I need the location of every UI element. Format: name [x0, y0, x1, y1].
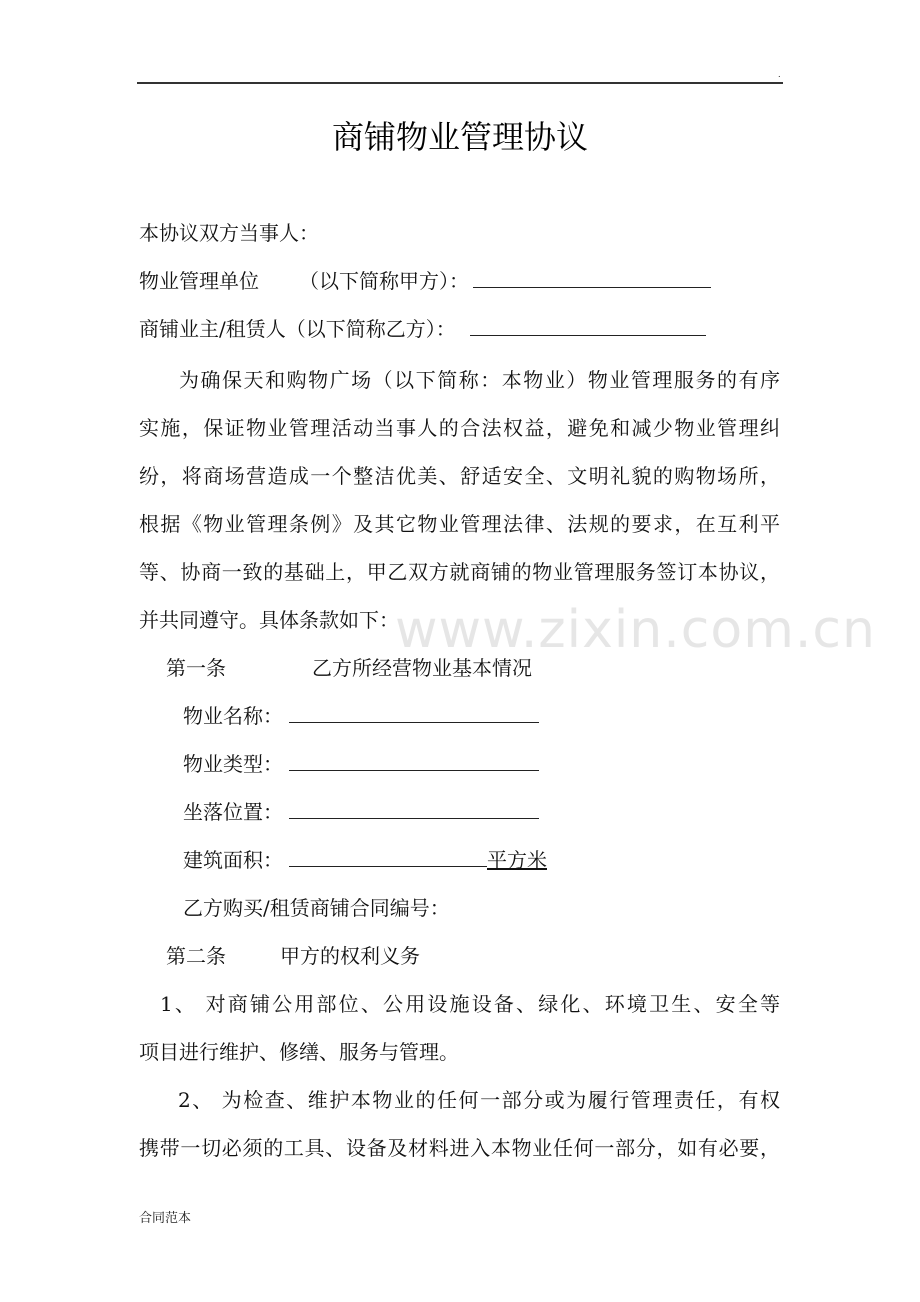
footer-text: 合同范本: [139, 1211, 192, 1226]
item1-line: 项目进行维护、修缮、服务与管理。: [139, 1040, 459, 1064]
preamble-line: 并共同遵守。具体条款如下：: [139, 608, 399, 632]
article2-heading: 甲方的权利义务: [280, 944, 420, 968]
parties-intro: 本协议双方当事人：: [139, 221, 319, 245]
field-blank[interactable]: [289, 846, 487, 867]
field-blank[interactable]: [289, 702, 539, 723]
article1-number: 第一条: [166, 656, 226, 680]
article1-heading: 乙方所经营物业基本情况: [312, 656, 532, 680]
preamble-line: 纷，将商场营造成一个整洁优美、舒适安全、文明礼貌的购物场所，: [139, 464, 780, 488]
preamble-line: 等、协商一致的基础上，甲乙双方就商铺的物业管理服务签订本协议，: [139, 560, 780, 584]
field-label: 物业名称：: [183, 704, 283, 728]
area-field: [183, 836, 547, 884]
field-blank[interactable]: [289, 798, 539, 819]
party-b-blank[interactable]: [470, 315, 706, 336]
party-a-suffix: （以下简称甲方）：: [299, 269, 469, 293]
header-rule: [137, 82, 783, 84]
property-type-field: [183, 740, 539, 788]
party-b-line: [139, 305, 706, 353]
field-label: 物业类型：: [183, 752, 283, 776]
party-a-line: [139, 257, 711, 305]
field-label: 坐落位置：: [183, 800, 283, 824]
field-blank[interactable]: [289, 750, 539, 771]
property-name-field: [183, 692, 539, 740]
party-b-label: 商铺业主/租赁人（以下简称乙方）：: [139, 317, 456, 341]
location-field: [183, 788, 539, 836]
party-a-label: 物业管理单位: [139, 269, 259, 293]
contract-no-label: 乙方购买/租赁商铺合同编号：: [183, 896, 450, 920]
header-mark: .: [778, 70, 781, 79]
item2-line: 2、 为检查、维护本物业的任何一部分或为履行管理责任，有权: [178, 1088, 780, 1112]
field-label: 建筑面积：: [183, 848, 283, 872]
article2-number: 第二条: [166, 944, 226, 968]
preamble-line: 实施，保证物业管理活动当事人的合法权益，避免和减少物业管理纠: [139, 416, 780, 440]
area-unit: 平方米: [487, 848, 547, 872]
preamble-line: 为确保天和购物广场（以下简称：本物业）物业管理服务的有序: [179, 368, 780, 392]
preamble-line: 根据《物业管理条例》及其它物业管理法律、法规的要求，在互利平: [139, 512, 780, 536]
watermark: www.zixin.com.cn: [395, 600, 876, 660]
party-a-blank[interactable]: [473, 267, 711, 288]
document-title: 商铺物业管理协议: [331, 118, 588, 156]
item1-line: 1、 对商铺公用部位、公用设施设备、绿化、环境卫生、安全等: [160, 992, 780, 1016]
item2-line: 携带一切必须的工具、设备及材料进入本物业任何一部分，如有必要，: [139, 1136, 780, 1160]
